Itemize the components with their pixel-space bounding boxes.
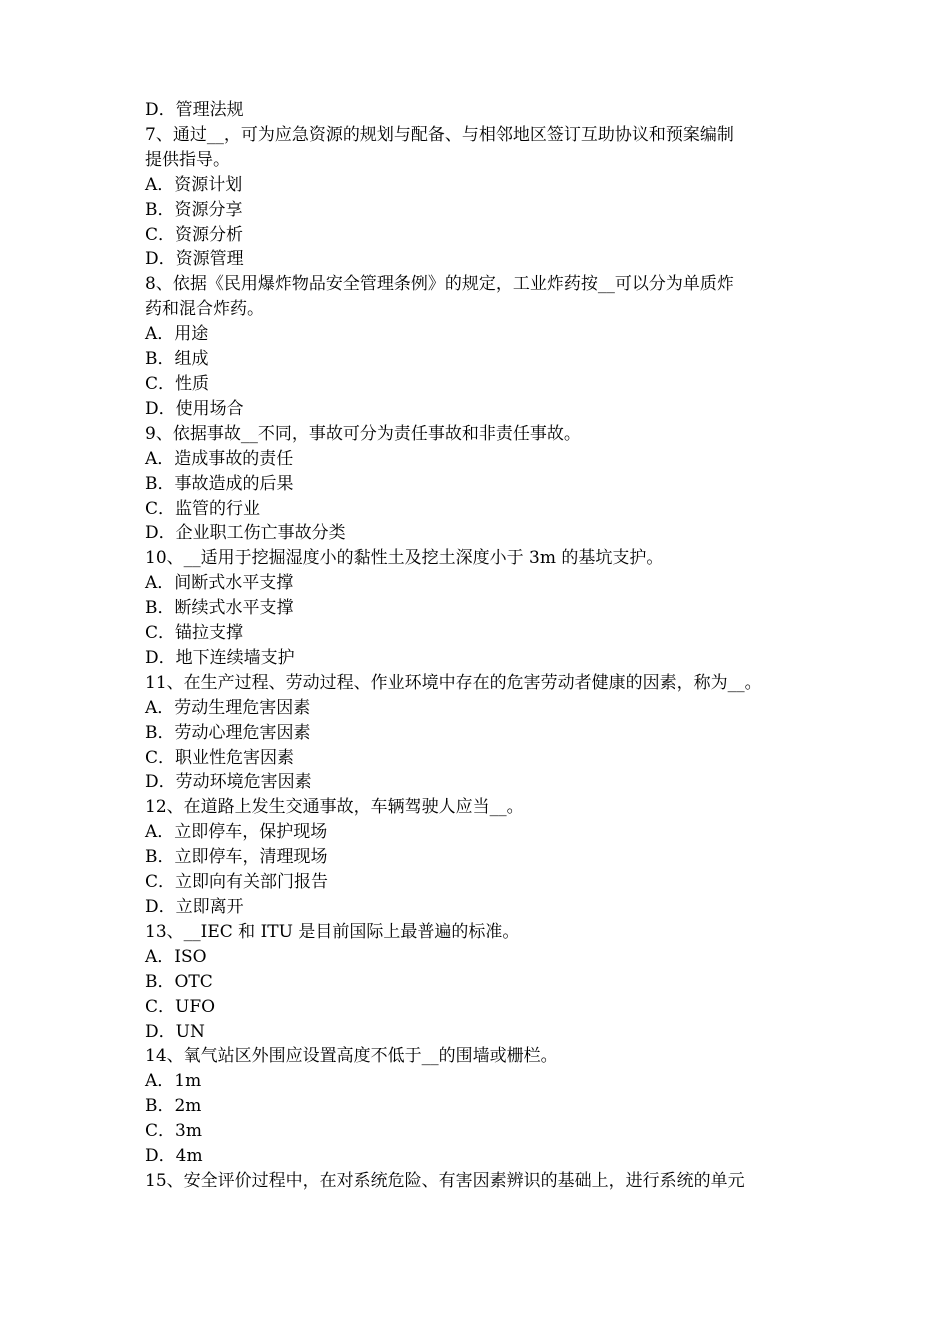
answer-option: A．资源计划 bbox=[145, 174, 243, 195]
question-list bbox=[145, 98, 825, 1194]
answer-option: C．锚拉支撑 bbox=[145, 623, 244, 644]
answer-option: A．劳动生理危害因素 bbox=[145, 697, 311, 718]
answer-option: D．管理法规 bbox=[145, 100, 244, 120]
answer-option: A．立即停车，保护现场 bbox=[145, 822, 328, 843]
question-text: 提供指导。 bbox=[145, 149, 230, 170]
answer-option: D．地下连续墙支护 bbox=[145, 647, 295, 668]
question-text: 药和混合炸药。 bbox=[145, 299, 264, 320]
question-text: 11、在生产过程、劳动过程、作业环境中存在的危害劳动者健康的因素，称为__。 bbox=[145, 672, 762, 693]
answer-option: A．用途 bbox=[145, 324, 209, 345]
answer-option: B．劳动心理危害因素 bbox=[145, 722, 311, 743]
answer-option: C．3m bbox=[145, 1121, 202, 1142]
answer-option: C．UFO bbox=[145, 996, 216, 1017]
answer-option: D．4m bbox=[145, 1146, 203, 1167]
answer-option: C．职业性危害因素 bbox=[145, 747, 295, 768]
answer-option: B．事故造成的后果 bbox=[145, 473, 294, 494]
question-text: 13、__IEC 和 ITU 是目前国际上最普遍的标准。 bbox=[145, 921, 520, 942]
answer-option: C．监管的行业 bbox=[145, 498, 261, 519]
answer-option: B．断续式水平支撑 bbox=[145, 598, 294, 619]
answer-option: B．OTC bbox=[145, 971, 213, 992]
answer-option: D．企业职工伤亡事故分类 bbox=[145, 523, 346, 544]
answer-option: D．UN bbox=[145, 1021, 205, 1042]
answer-option: A．ISO bbox=[145, 946, 207, 967]
answer-option: D．使用场合 bbox=[145, 398, 244, 419]
answer-option: C．性质 bbox=[145, 373, 210, 394]
question-text: 8、依据《民用爆炸物品安全管理条例》的规定，工业炸药按__可以分为单质炸 bbox=[145, 274, 734, 295]
question-text: 15、安全评价过程中，在对系统危险、有害因素辨识的基础上，进行系统的单元 bbox=[145, 1170, 745, 1191]
answer-option: D．立即离开 bbox=[145, 897, 244, 917]
answer-option: B．2m bbox=[145, 1096, 202, 1117]
answer-option: A．间断式水平支撑 bbox=[145, 573, 294, 594]
question-text: 9、依据事故__不同，事故可分为责任事故和非责任事故。 bbox=[145, 423, 581, 444]
question-text: 14、氧气站区外围应设置高度不低于__的围墙或栅栏。 bbox=[145, 1046, 558, 1067]
answer-option: A．1m bbox=[145, 1071, 202, 1092]
answer-option: D．劳动环境危害因素 bbox=[145, 772, 312, 793]
answer-option: B．组成 bbox=[145, 349, 209, 370]
answer-option: B．资源分享 bbox=[145, 199, 243, 220]
answer-option: A．造成事故的责任 bbox=[145, 448, 294, 469]
question-text: 12、在道路上发生交通事故，车辆驾驶人应当__。 bbox=[145, 797, 524, 818]
answer-option: C．资源分析 bbox=[145, 224, 244, 245]
question-text: 7、通过__，可为应急资源的规划与配备、与相邻地区签订互助协议和预案编制 bbox=[145, 124, 734, 145]
answer-option: C．立即向有关部门报告 bbox=[145, 872, 329, 893]
answer-option: D．资源管理 bbox=[145, 249, 244, 270]
question-text: 10、__适用于挖掘湿度小的黏性土及挖土深度小于 3m 的基坑支护。 bbox=[145, 548, 664, 569]
answer-option: B．立即停车，清理现场 bbox=[145, 847, 328, 868]
